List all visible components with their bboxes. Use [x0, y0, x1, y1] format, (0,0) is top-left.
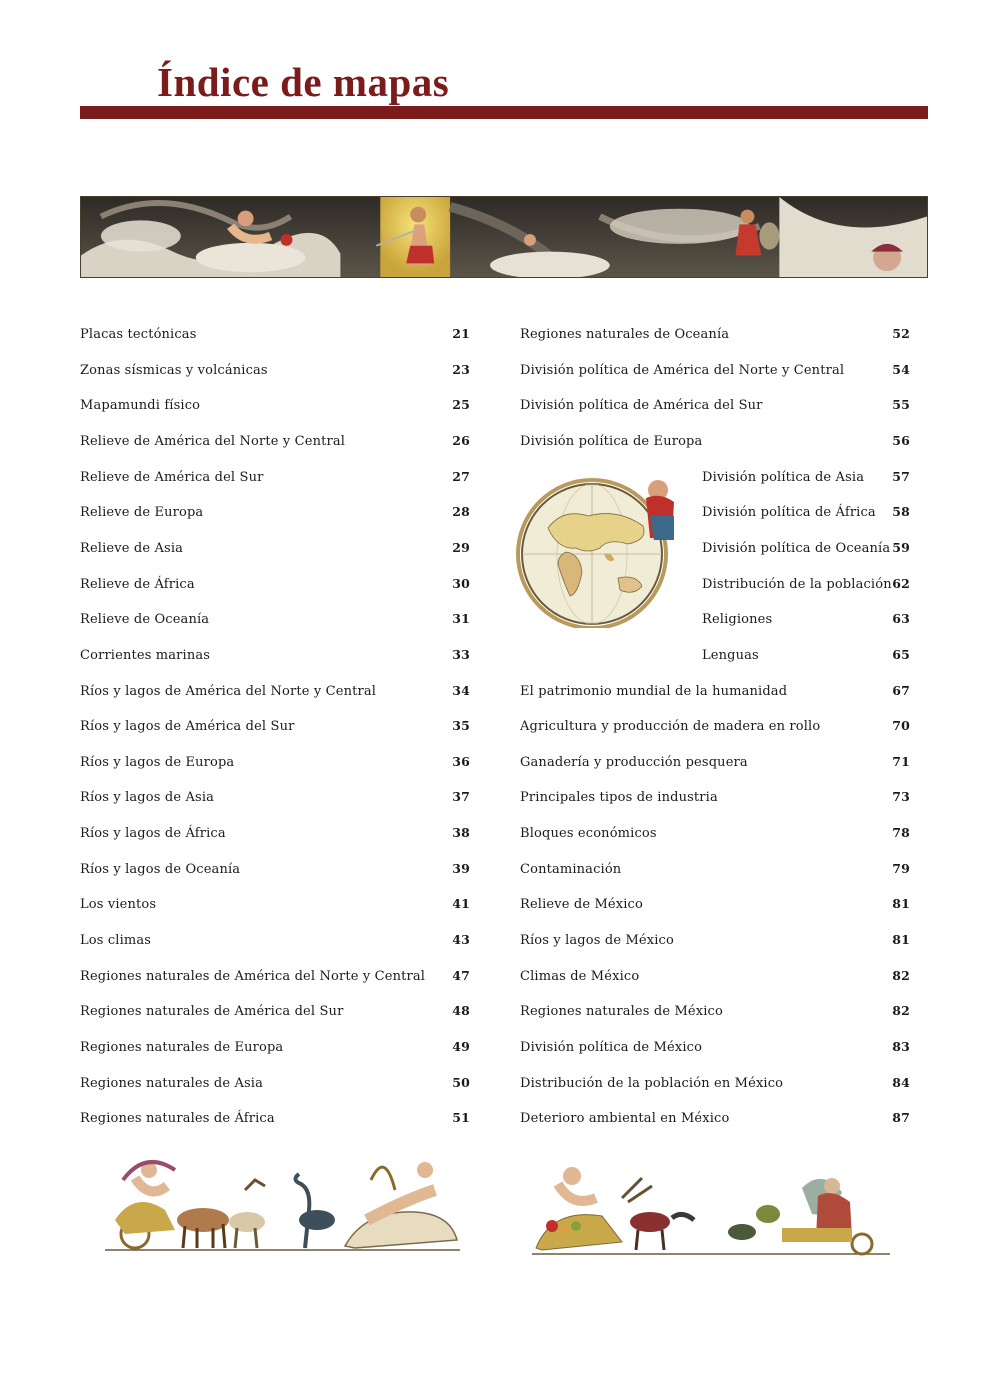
- index-entry-page-number: 70: [892, 718, 910, 733]
- index-entry-label: División política de América del Norte y Central: [520, 363, 845, 378]
- index-entry: [80, 433, 470, 453]
- index-entry-label: Zonas sísmicas y volcánicas: [80, 363, 268, 378]
- index-entry-page-number: 81: [892, 932, 910, 947]
- index-entry-page-number: 21: [452, 326, 470, 341]
- index-entry-label: Regiones naturales de África: [80, 1111, 275, 1126]
- index-entry-page-number: 25: [452, 397, 470, 412]
- index-entry-label: Ríos y lagos de América del Sur: [80, 719, 295, 734]
- index-entry-label: División política de Asia: [702, 470, 865, 485]
- index-entry-page-number: 41: [452, 896, 470, 911]
- chariot-frieze-left-illustration: [105, 1150, 460, 1255]
- index-entry: [80, 1039, 470, 1059]
- index-entry-page-number: 34: [452, 683, 470, 698]
- index-entry: [80, 647, 470, 667]
- index-entry-page-number: 23: [452, 362, 470, 377]
- index-entry-page-number: 27: [452, 469, 470, 484]
- index-entry-page-number: 31: [452, 611, 470, 626]
- index-entry-label: Relieve de África: [80, 577, 195, 592]
- index-entry: [80, 861, 470, 881]
- index-entry-label: Relieve de América del Norte y Central: [80, 434, 346, 449]
- index-entry-label: Regiones naturales de América del Sur: [80, 1004, 344, 1019]
- index-entry-label: Deterioro ambiental en México: [520, 1111, 730, 1126]
- index-entry-page-number: 43: [452, 932, 470, 947]
- index-entry-page-number: 50: [452, 1075, 470, 1090]
- index-entry-page-number: 84: [892, 1075, 910, 1090]
- index-entry-page-number: 81: [892, 896, 910, 911]
- index-entry-label: Principales tipos de industria: [520, 790, 718, 805]
- index-entry-page-number: 28: [452, 504, 470, 519]
- index-entry: [80, 397, 470, 417]
- index-entry: [520, 683, 910, 703]
- index-entry-label: Regiones naturales de América del Norte y Central: [80, 969, 426, 984]
- index-entry: [80, 362, 470, 382]
- index-entry-label: Relieve de Asia: [80, 541, 184, 556]
- index-entry-label: Contaminación: [520, 862, 622, 877]
- index-entry-label: Placas tectónicas: [80, 327, 197, 342]
- index-entry: [520, 932, 910, 952]
- index-entry-label: Ríos y lagos de Asia: [80, 790, 215, 805]
- index-entry: [80, 540, 470, 560]
- index-entry: [520, 825, 910, 845]
- index-entry-page-number: 82: [892, 968, 910, 983]
- celestial-banner-illustration: [80, 196, 928, 278]
- index-entry-label: Agricultura y producción de madera en rollo: [520, 719, 821, 734]
- index-entry: [80, 326, 470, 346]
- index-entry-label: El patrimonio mundial de la humanidad: [520, 684, 788, 699]
- index-entry-label: Mapamundi físico: [80, 398, 201, 413]
- index-entry-page-number: 29: [452, 540, 470, 555]
- index-entry: [520, 1003, 910, 1023]
- index-entry: [80, 683, 470, 703]
- index-entry-page-number: 26: [452, 433, 470, 448]
- index-entry-page-number: 58: [892, 504, 910, 519]
- index-entry-label: Regiones naturales de México: [520, 1004, 723, 1019]
- index-entry: [80, 968, 470, 988]
- index-entry-label: Relieve de Oceanía: [80, 612, 210, 627]
- index-entry-page-number: 62: [892, 576, 910, 591]
- index-entry-page-number: 83: [892, 1039, 910, 1054]
- index-entry-label: Relieve de América del Sur: [80, 470, 264, 485]
- index-entry: [80, 932, 470, 952]
- title-rule: [80, 106, 928, 119]
- index-entry-page-number: 79: [892, 861, 910, 876]
- index-entry: [702, 504, 910, 524]
- index-entry-label: Lenguas: [702, 648, 759, 663]
- index-entry-page-number: 36: [452, 754, 470, 769]
- index-entry: [520, 433, 910, 453]
- index-entry-label: Corrientes marinas: [80, 648, 211, 663]
- chariot-frieze-right-illustration: [532, 1158, 890, 1258]
- index-entry-label: Bloques económicos: [520, 826, 657, 841]
- globe-illustration: [508, 468, 686, 628]
- index-entry-page-number: 63: [892, 611, 910, 626]
- index-entry: [520, 861, 910, 881]
- index-entry: [702, 576, 910, 596]
- index-entry-page-number: 59: [892, 540, 910, 555]
- index-entry-page-number: 39: [452, 861, 470, 876]
- index-entry-label: División política de México: [520, 1040, 703, 1055]
- index-entry-label: Ríos y lagos de Europa: [80, 755, 235, 770]
- index-entry: [80, 825, 470, 845]
- index-entry-page-number: 48: [452, 1003, 470, 1018]
- index-entry-label: Los vientos: [80, 897, 157, 912]
- index-entry-page-number: 65: [892, 647, 910, 662]
- index-entry: [702, 647, 910, 667]
- index-entry-label: Relieve de Europa: [80, 505, 204, 520]
- index-entry-page-number: 38: [452, 825, 470, 840]
- index-entry-label: División política de África: [702, 505, 876, 520]
- index-entry-page-number: 73: [892, 789, 910, 804]
- page-title: Índice de mapas: [157, 59, 450, 105]
- index-entry-page-number: 35: [452, 718, 470, 733]
- index-entry-label: Climas de México: [520, 969, 640, 984]
- index-entry: [702, 540, 910, 560]
- index-entry: [520, 1039, 910, 1059]
- index-entry: [80, 504, 470, 524]
- index-entry: [520, 718, 910, 738]
- index-entry-page-number: 67: [892, 683, 910, 698]
- index-entry: [520, 397, 910, 417]
- index-entry-page-number: 30: [452, 576, 470, 591]
- index-entry: [520, 789, 910, 809]
- index-entry-page-number: 56: [892, 433, 910, 448]
- index-entry-label: Ganadería y producción pesquera: [520, 755, 748, 770]
- index-entry: [520, 968, 910, 988]
- index-entry-page-number: 82: [892, 1003, 910, 1018]
- index-entry-label: Religiones: [702, 612, 773, 627]
- index-entry-label: Ríos y lagos de África: [80, 826, 226, 841]
- index-entry: [702, 611, 910, 631]
- index-entry: [80, 576, 470, 596]
- index-entry: [80, 1075, 470, 1095]
- index-entry-label: Ríos y lagos de Oceanía: [80, 862, 241, 877]
- index-entry: [80, 469, 470, 489]
- index-entry-label: Regiones naturales de Asia: [80, 1076, 264, 1091]
- index-entry-page-number: 37: [452, 789, 470, 804]
- index-entry: [702, 469, 910, 489]
- index-entry: [80, 1110, 470, 1130]
- index-entry: [80, 1003, 470, 1023]
- index-entry-label: Distribución de la población: [702, 577, 892, 592]
- index-entry: [80, 896, 470, 916]
- index-entry-page-number: 54: [892, 362, 910, 377]
- index-entry-label: Relieve de México: [520, 897, 643, 912]
- index-entry-page-number: 78: [892, 825, 910, 840]
- index-entry: [520, 326, 910, 346]
- index-entry-page-number: 33: [452, 647, 470, 662]
- index-entry: [80, 718, 470, 738]
- index-entry-page-number: 57: [892, 469, 910, 484]
- index-entry: [520, 362, 910, 382]
- index-entry-label: División política de Oceanía: [702, 541, 891, 556]
- index-entry-page-number: 52: [892, 326, 910, 341]
- index-entry-label: División política de Europa: [520, 434, 703, 449]
- index-entry-page-number: 87: [892, 1110, 910, 1125]
- index-entry-label: Regiones naturales de Europa: [80, 1040, 284, 1055]
- index-entry: [80, 789, 470, 809]
- index-entry-page-number: 49: [452, 1039, 470, 1054]
- index-entry: [80, 754, 470, 774]
- index-entry-label: Los climas: [80, 933, 152, 948]
- index-entry-label: Ríos y lagos de México: [520, 933, 674, 948]
- index-entry-label: División política de América del Sur: [520, 398, 763, 413]
- index-entry-label: Distribución de la población en México: [520, 1076, 784, 1091]
- index-entry: [520, 754, 910, 774]
- index-entry: [520, 896, 910, 916]
- index-entry: [520, 1075, 910, 1095]
- index-entry: [520, 1110, 910, 1130]
- index-entry-label: Regiones naturales de Oceanía: [520, 327, 730, 342]
- index-entry-page-number: 51: [452, 1110, 470, 1125]
- index-entry-page-number: 55: [892, 397, 910, 412]
- index-entry: [80, 611, 470, 631]
- index-entry-page-number: 71: [892, 754, 910, 769]
- index-entry-page-number: 47: [452, 968, 470, 983]
- index-entry-label: Ríos y lagos de América del Norte y Central: [80, 684, 377, 699]
